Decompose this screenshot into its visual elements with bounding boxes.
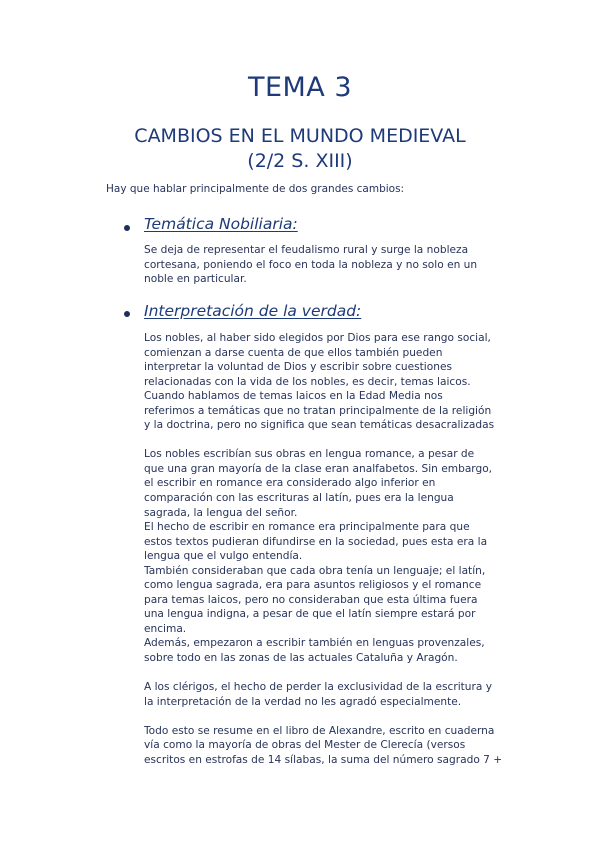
text-line: El hecho de escribir en romance era principalmente para que (144, 521, 470, 534)
text-line: el escribir en romance era considerado algo inferior en (144, 477, 436, 490)
text-line: estos textos pudieran difundirse en la sociedad, pues esta era la (144, 535, 488, 548)
text-line: cortesana, poniendo el foco en toda la nobleza y no solo en un (144, 258, 478, 271)
text-line: Además, empezaron a escribir también en lenguas provenzales, (144, 637, 485, 650)
text-line: comparación con las escrituras al latín, pues era la lengua (144, 492, 454, 505)
section-heading-interpretacion-verdad: Interpretación de la verdad: (144, 302, 362, 320)
text-line: Los nobles escribían sus obras en lengua romance, a pesar de (144, 448, 475, 461)
bullet-icon (124, 225, 130, 231)
text-line: una lengua indigna, a pesar de que el latín siempre estará por (144, 608, 476, 621)
paragraph-gap (144, 433, 534, 448)
intro-text: Hay que hablar principalmente de dos grandes cambios: (106, 183, 405, 195)
text-line: relacionadas con la vida de los nobles, es decir, temas laicos. (144, 375, 471, 388)
paragraph-gap (144, 709, 534, 724)
section-body-interpretacion-verdad (144, 331, 534, 767)
text-line: sobre todo en las zonas de las actuales Cataluña y Aragón. (144, 652, 458, 665)
section-heading-tematica-nobiliaria: Temática Nobiliaria: (144, 215, 298, 233)
text-line: Los nobles, al haber sido elegidos por Dios para ese rango social, (144, 332, 491, 344)
text-line: lengua que el vulgo entendía. (144, 550, 303, 563)
text-line: noble en particular. (144, 273, 247, 286)
text-line: Todo esto se resume en el libro de Alexandre, escrito en cuaderna (144, 724, 495, 737)
bullet-icon (124, 311, 130, 317)
subtitle-line-1: CAMBIOS EN EL MUNDO MEDIEVAL (134, 125, 466, 147)
text-line: interpretar la voluntad de Dios y escribir sobre cuestiones (144, 361, 452, 374)
paragraph-gap (144, 666, 534, 681)
text-line: A los clérigos, el hecho de perder la exclusividad de la escritura y (144, 681, 493, 694)
text-line: Se deja de representar el feudalismo rural y surge la nobleza (144, 244, 469, 256)
text-line: vía como la mayoría de obras del Mester de Clerecía (versos (144, 739, 466, 752)
text-line: escritos en estrofas de 14 sílabas, la suma del número sagrado 7 + (144, 753, 503, 766)
text-line: También consideraban que cada obra tenía un lenguaje; el latín, (144, 564, 486, 577)
subtitle-line-2: (2/2 S. XIII) (247, 150, 353, 172)
text-line: y la doctrina, pero no significa que sean temáticas desacralizadas (144, 419, 495, 432)
text-line: sagrada, la lengua del señor. (144, 506, 298, 519)
text-line: referimos a temáticas que no tratan principalmente de la religión (144, 404, 492, 417)
page-title: TEMA 3 (247, 72, 353, 103)
text-line: encima. (144, 622, 187, 635)
text-line: como lengua sagrada, era para asuntos religiosos y el romance (144, 579, 482, 592)
section-body-tematica-nobiliaria (144, 243, 534, 287)
text-line: para temas laicos, pero no consideraban que esta última fuera (144, 593, 478, 606)
text-line: que una gran mayoría de la clase eran analfabetos. Sin embargo, (144, 462, 493, 475)
text-line: la interpretación de la verdad no les agradó especialmente. (144, 695, 462, 708)
text-line: Cuando hablamos de temas laicos en la Edad Media nos (144, 390, 443, 403)
text-line: comienzan a darse cuenta de que ellos también pueden (144, 346, 443, 359)
